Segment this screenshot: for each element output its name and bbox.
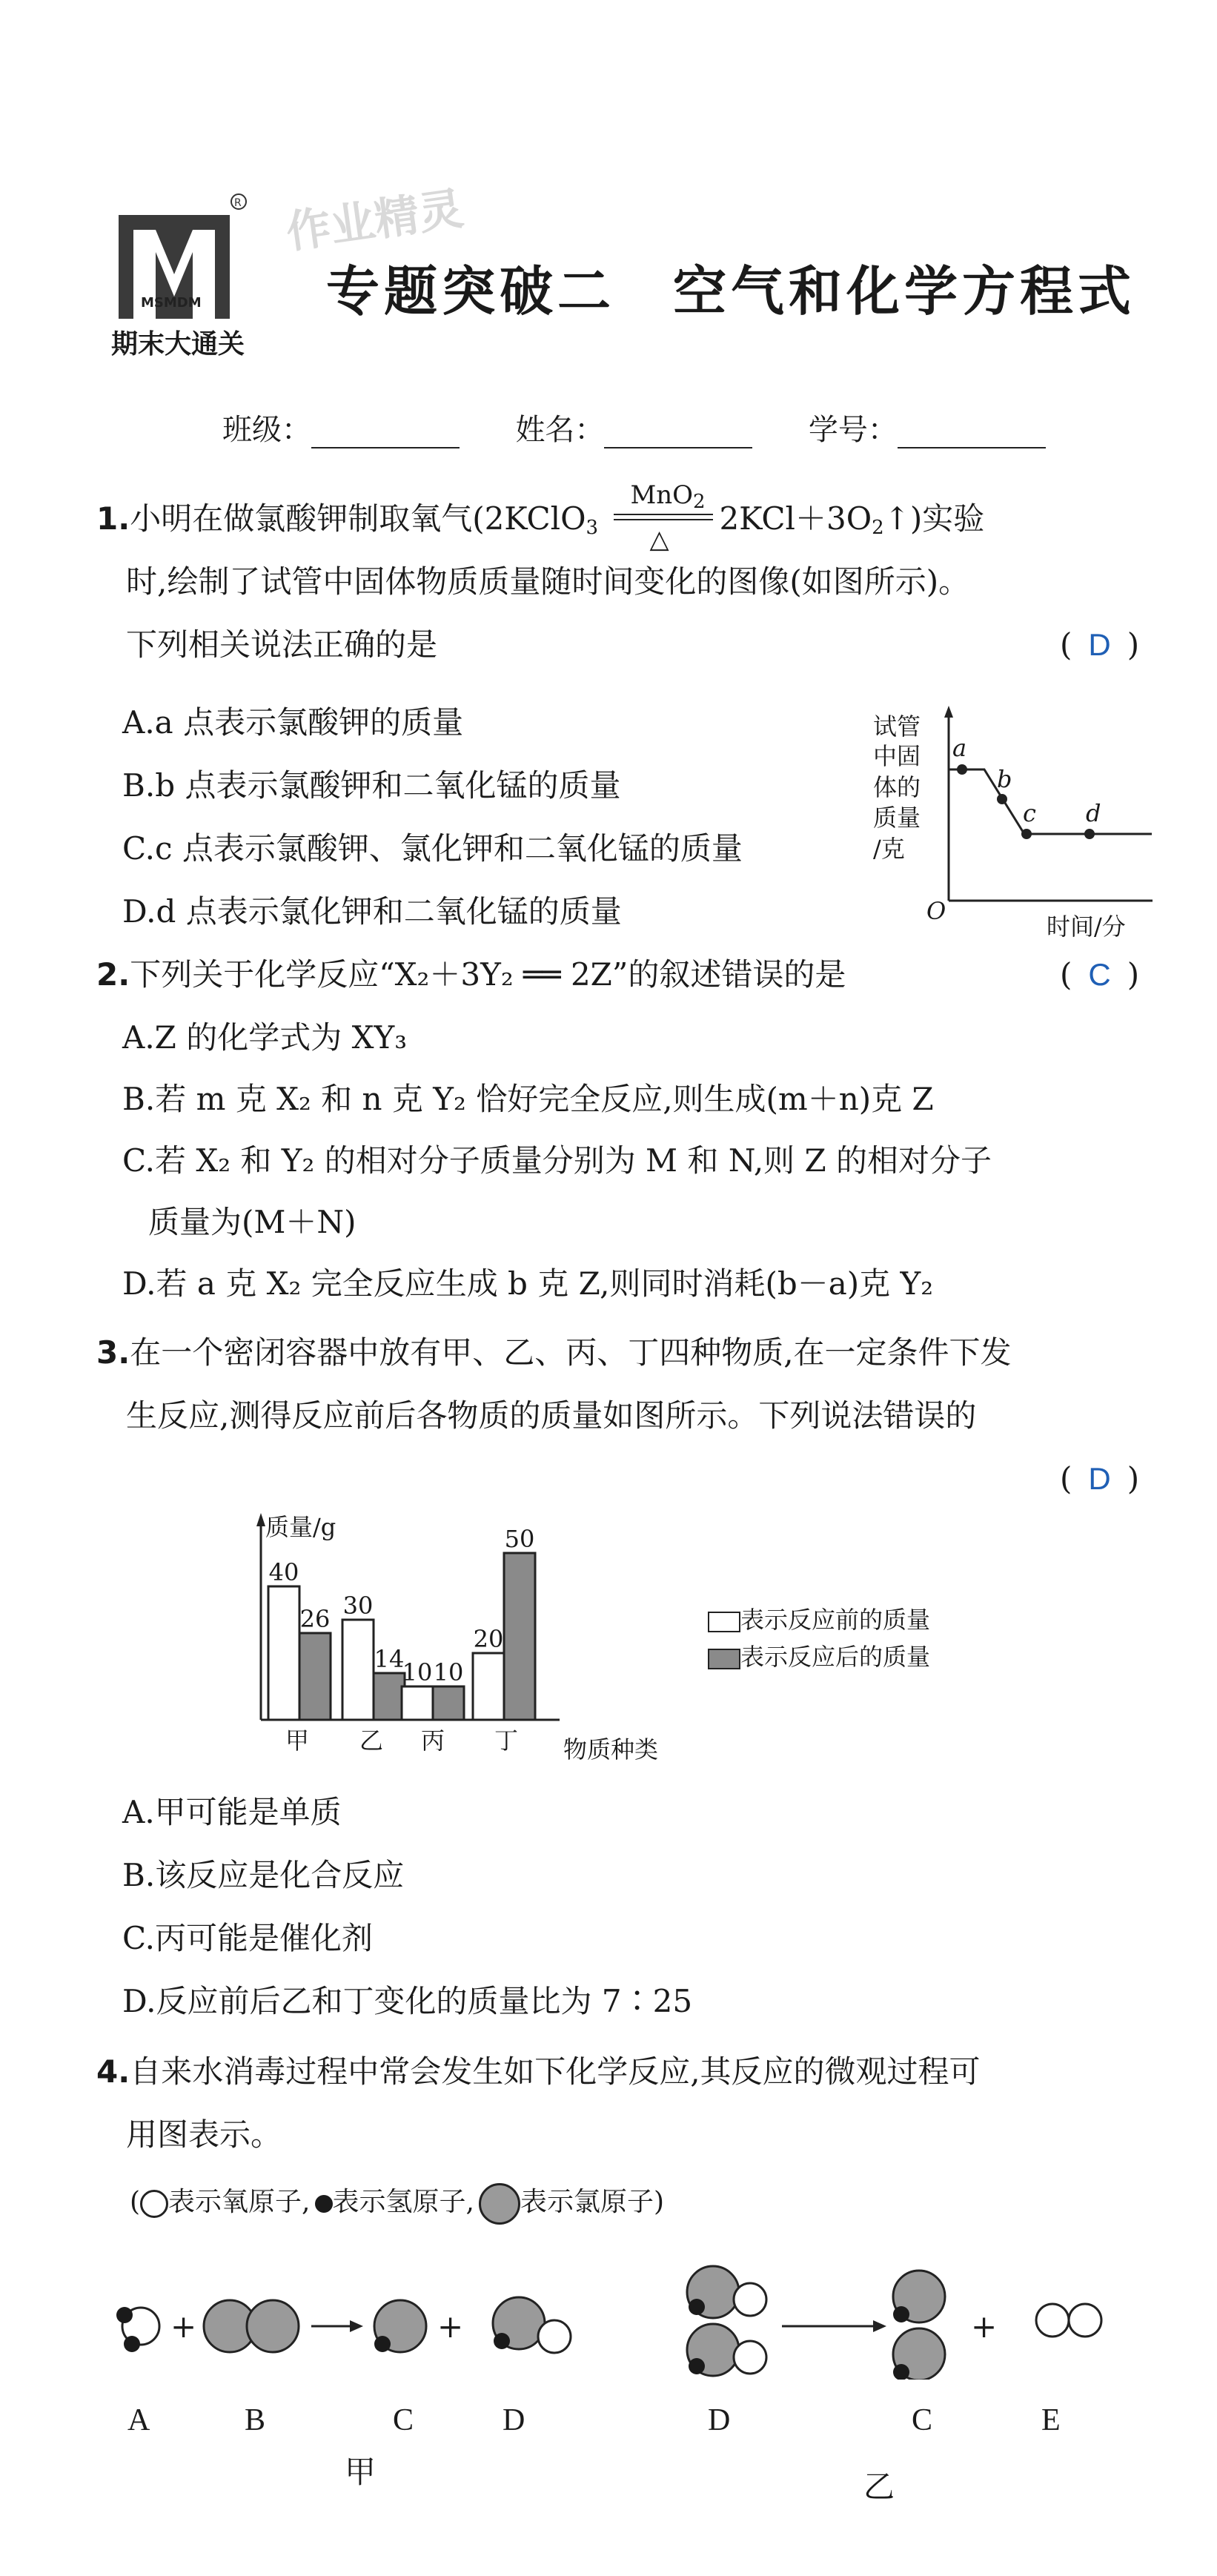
legend-after: 表示反应后的质量 bbox=[740, 1643, 931, 1671]
group-left-label: 甲 bbox=[345, 2454, 377, 2490]
q1-option-d: D.d 点表示氯化钾和二氧化锰的质量 bbox=[122, 893, 622, 930]
q4-diagram bbox=[111, 2246, 1149, 2380]
q3-cat-1: 乙 bbox=[359, 1726, 384, 1755]
bar-label-丁-after: 50 bbox=[504, 1525, 535, 1553]
q1-point-d bbox=[1084, 829, 1095, 839]
q4-legend: ( 表示氧原子, 表示氢原子, 表示氯原子) bbox=[130, 2183, 664, 2225]
plus-2: + bbox=[437, 2308, 464, 2345]
q1-option-c: C.c 点表示氯酸钾、氯化钾和二氧化锰的质量 bbox=[122, 830, 743, 867]
name-field[interactable] bbox=[604, 420, 752, 448]
q2-option-b: B.若 m 克 X₂ 和 n 克 Y₂ 恰好完全反应,则生成(m＋n)克 Z bbox=[122, 1081, 934, 1117]
q3-line1: 3.在一个密闭容器中放有甲、乙、丙、丁四种物质,在一定条件下发 bbox=[96, 1334, 1012, 1371]
bar-label-丙-before: 10 bbox=[402, 1658, 433, 1686]
watermark: 作业精灵 bbox=[282, 182, 467, 259]
q3-ylabel: 质量/g bbox=[265, 1513, 336, 1541]
q1-ylabel-1: 试管 bbox=[873, 712, 921, 741]
logo-text: 期末大通关 bbox=[111, 329, 245, 360]
legend-before: 表示反应前的质量 bbox=[740, 1606, 931, 1634]
q3-option-d: D.反应前后乙和丁变化的质量比为 7∶25 bbox=[122, 1983, 693, 2019]
molecule-c-hcl-bottom bbox=[893, 2328, 945, 2380]
label-d-right: D bbox=[708, 2403, 731, 2437]
q1-answer: ( D ) bbox=[1060, 626, 1140, 663]
q1-curve bbox=[949, 769, 1152, 834]
reaction-condition: MnO$_2$ △ bbox=[608, 500, 719, 537]
q3-answer: ( D ) bbox=[1060, 1460, 1140, 1497]
bar-label-丁-before: 20 bbox=[473, 1625, 504, 1653]
q2-answer: ( C ) bbox=[1060, 956, 1140, 993]
class-label: 班级： bbox=[222, 413, 311, 447]
logo-mark: MSMDM bbox=[141, 295, 202, 311]
q1-ylabel-3: 体的 bbox=[873, 773, 921, 801]
q3-chart bbox=[222, 1509, 1038, 1775]
molecule-a-water bbox=[116, 2307, 159, 2352]
q3-option-c: C.丙可能是催化剂 bbox=[122, 1920, 373, 1956]
oxygen-icon bbox=[140, 2190, 168, 2218]
id-label: 学号： bbox=[808, 413, 898, 447]
group-right-label: 乙 bbox=[863, 2469, 895, 2505]
q1-ylabel-2: 中固 bbox=[873, 742, 921, 770]
bar-丙-after bbox=[433, 1686, 464, 1720]
info-line bbox=[222, 406, 1046, 448]
bar-label-甲-before: 40 bbox=[268, 1558, 299, 1586]
q1-label-a: a bbox=[952, 734, 967, 762]
molecule-d-hclo-top bbox=[687, 2266, 766, 2318]
q1-xlabel: 时间/分 bbox=[1047, 913, 1126, 941]
q2-option-a: A.Z 的化学式为 XY₃ bbox=[122, 1019, 408, 1056]
bar-label-丙-after: 10 bbox=[433, 1658, 464, 1686]
molecule-d-hclo bbox=[493, 2297, 571, 2353]
q3-legend bbox=[708, 1601, 930, 1672]
q3-cat-3: 丁 bbox=[494, 1726, 519, 1755]
q1-label-d: d bbox=[1086, 799, 1101, 827]
molecule-e-oxygen bbox=[1036, 2304, 1101, 2337]
q1-option-a: A.a 点表示氯酸钾的质量 bbox=[122, 704, 464, 741]
q1-point-b bbox=[997, 794, 1007, 804]
bar-甲-before bbox=[268, 1586, 299, 1720]
molecule-d-hclo-bottom bbox=[687, 2324, 766, 2376]
bar-甲-after bbox=[299, 1633, 331, 1720]
svg-text:R: R bbox=[234, 197, 242, 209]
q1-ylabel-5: /克 bbox=[873, 835, 905, 863]
q1-point-c bbox=[1021, 829, 1032, 839]
bar-丙-before bbox=[402, 1686, 433, 1720]
q1-label-b: b bbox=[997, 765, 1012, 793]
label-d: D bbox=[503, 2403, 525, 2437]
chlorine-icon bbox=[479, 2183, 520, 2225]
label-c-right: C bbox=[912, 2403, 933, 2437]
q4-line1: 4.自来水消毒过程中常会发生如下化学反应,其反应的微观过程可 bbox=[96, 2053, 981, 2090]
bar-label-乙-before: 30 bbox=[342, 1592, 374, 1620]
q3-cat-0: 甲 bbox=[285, 1726, 310, 1755]
bar-丁-before bbox=[473, 1653, 504, 1720]
logo bbox=[111, 193, 252, 360]
molecule-c-hcl-top bbox=[893, 2271, 945, 2322]
plus-3: + bbox=[971, 2308, 998, 2345]
q1-point-a bbox=[957, 764, 967, 775]
q3-cat-2: 丙 bbox=[421, 1726, 445, 1755]
page-title: 专题突破二 空气和化学方程式 bbox=[326, 260, 1136, 322]
q3-option-a: A.甲可能是单质 bbox=[122, 1794, 342, 1830]
legend-swatch-before bbox=[708, 1612, 740, 1632]
q3-line2: 生反应,测得反应前后各物质的质量如图所示。下列说法错误的 bbox=[126, 1397, 977, 1434]
label-c: C bbox=[393, 2403, 414, 2437]
hydrogen-icon bbox=[315, 2195, 333, 2213]
q1-line2: 时,绘制了试管中固体物质质量随时间变化的图像(如图所示)。 bbox=[126, 563, 970, 600]
bar-label-甲-after: 26 bbox=[299, 1605, 331, 1633]
bar-丁-after bbox=[504, 1553, 535, 1720]
q1-option-b: B.b 点表示氯酸钾和二氧化锰的质量 bbox=[122, 767, 621, 804]
q1-label-c: c bbox=[1023, 799, 1036, 827]
q1-ylabel-4: 质量 bbox=[873, 804, 921, 832]
bar-label-乙-after: 14 bbox=[374, 1645, 405, 1673]
class-field[interactable] bbox=[311, 420, 460, 448]
q2-option-c2: 质量为(M＋N) bbox=[148, 1204, 357, 1240]
name-label: 姓名： bbox=[515, 413, 605, 447]
q3-xlabel: 物质种类 bbox=[563, 1735, 659, 1764]
legend-swatch-after bbox=[708, 1649, 740, 1669]
plus-1: + bbox=[170, 2308, 197, 2345]
q4-line2: 用图表示。 bbox=[126, 2116, 282, 2153]
q1-line3: 下列相关说法正确的是 bbox=[126, 626, 438, 663]
molecule-b-chlorine bbox=[204, 2300, 299, 2352]
q2-stem: 2.下列关于化学反应“X₂＋3Y₂ ══ 2Z”的叙述错误的是 bbox=[96, 956, 846, 993]
label-b: B bbox=[245, 2403, 266, 2437]
label-e: E bbox=[1041, 2403, 1061, 2437]
q2-option-c1: C.若 X₂ 和 Y₂ 的相对分子质量分别为 M 和 N,则 Z 的相对分子 bbox=[122, 1142, 992, 1179]
q1-origin: O bbox=[926, 897, 946, 925]
bar-乙-after bbox=[374, 1673, 405, 1720]
q2-option-d: D.若 a 克 X₂ 完全反应生成 b 克 Z,则同时消耗(b－a)克 Y₂ bbox=[122, 1265, 934, 1302]
q1-graph bbox=[867, 704, 1164, 949]
q1-line1: 1.小明在做氯酸钾制取氧气(2KClO$_3$ MnO$_2$ △ $2KCl+3O_2↑$)实验 bbox=[96, 480, 985, 554]
id-field[interactable] bbox=[898, 420, 1046, 448]
bar-乙-before bbox=[342, 1620, 374, 1720]
label-a: A bbox=[127, 2403, 150, 2437]
q3-option-b: B.该反应是化合反应 bbox=[122, 1857, 405, 1893]
molecule-c-hcl bbox=[374, 2300, 426, 2352]
